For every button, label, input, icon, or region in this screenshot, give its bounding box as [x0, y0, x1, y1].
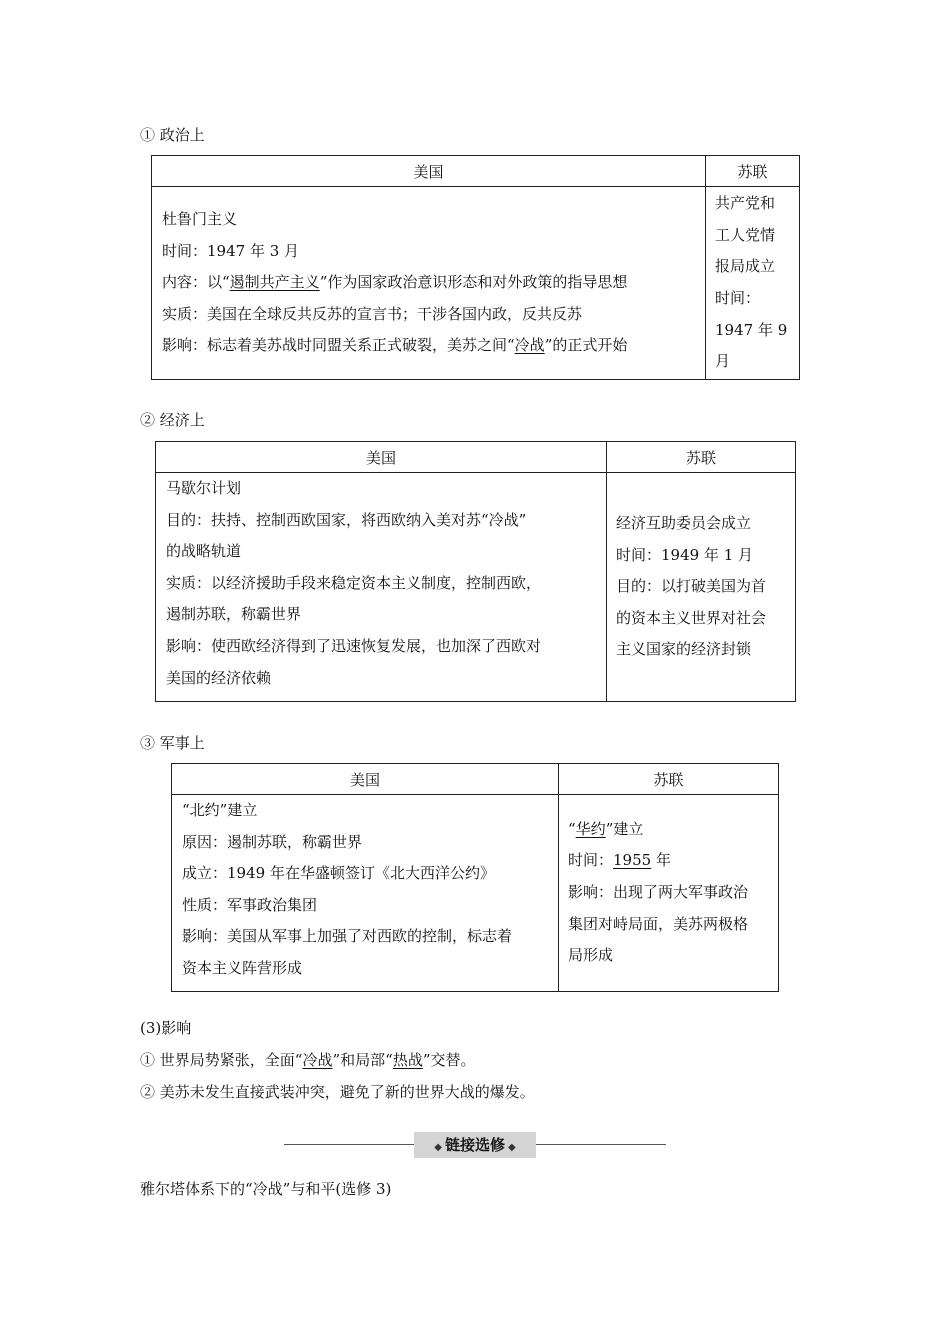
marshall-plan-line: 目的：扶持、控制西欧国家，将西欧纳入美对苏“冷战” [166, 510, 527, 529]
marshall-plan-line: 影响：使西欧经济得到了迅速恢复发展，也加深了西欧对 [166, 636, 542, 655]
politics-su-cell [706, 187, 800, 380]
diamond-icon: ◆ [508, 1142, 516, 1153]
comecon-line: 的资本主义世界对社会 [616, 608, 767, 627]
warsaw-impact-line: 局形成 [568, 946, 614, 965]
answer-blank: 华约 [575, 819, 606, 838]
influence-line-1: ① 世界局势紧张，全面“冷战”和局部“热战”交替。 [140, 1051, 476, 1069]
elective-link-banner [284, 1132, 666, 1158]
comecon-line: 时间：1949 年 1 月 [616, 545, 754, 564]
warsaw-title: “华约”建立 [568, 819, 644, 838]
cominform-line: 共产党和 [715, 194, 776, 213]
nato-line: 原因：遏制苏联，称霸世界 [182, 832, 363, 851]
marshall-plan-line: 遏制苏联，称霸世界 [166, 605, 302, 624]
truman-time: 时间：1947 年 3 月 [162, 241, 300, 260]
answer-blank: 热战 [392, 1051, 423, 1069]
military-su-header: 苏联 [559, 764, 779, 795]
marshall-plan-line: 美国的经济依赖 [166, 668, 272, 687]
banner-label-box [414, 1132, 536, 1158]
economy-su-cell [607, 473, 796, 702]
banner-rule-left [284, 1144, 414, 1145]
diamond-icon: ◆ [434, 1142, 442, 1153]
marshall-plan-line: 的战略轨道 [166, 542, 242, 561]
military-table [171, 763, 779, 992]
comecon-line: 目的：以打破美国为首 [616, 577, 767, 596]
warsaw-impact-line: 集团对峙局面，美苏两极格 [568, 914, 749, 933]
cominform-line: 月 [715, 352, 731, 371]
nato-line: 性质：军事政治集团 [182, 895, 318, 914]
warsaw-time: 时间：1955 年 [568, 851, 671, 870]
politics-heading: ① 政治上 [140, 126, 205, 144]
marshall-plan-line: 实质：以经济援助手段来稳定资本主义制度，控制西欧， [166, 573, 542, 592]
answer-blank: 冷战 [514, 336, 545, 355]
nato-line: 成立：1949 年在华盛顿签订《北大西洋公约》 [182, 864, 495, 883]
banner-rule-right [536, 1144, 666, 1145]
answer-blank: 遏制共产主义 [229, 273, 320, 292]
comecon-line: 主义国家的经济封锁 [616, 640, 752, 659]
politics-su-header: 苏联 [706, 156, 800, 187]
footer-text: 雅尔塔体系下的“冷战”与和平(选修 3) [140, 1180, 392, 1198]
economy-heading: ② 经济上 [140, 411, 205, 429]
military-su-cell [559, 795, 779, 992]
politics-us-header: 美国 [152, 156, 706, 187]
influence-line-2: ② 美苏未发生直接武装冲突，避免了新的世界大战的爆发。 [140, 1083, 535, 1101]
cominform-line: 报局成立 [715, 257, 776, 276]
influence-heading: (3)影响 [140, 1019, 192, 1037]
answer-blank: 1955 [613, 851, 652, 870]
military-us-cell [172, 795, 559, 992]
cominform-line: 1947 年 9 [715, 320, 788, 339]
economy-table [155, 441, 796, 702]
truman-content: 内容：以“遏制共产主义”作为国家政治意识形态和对外政策的指导思想 [162, 273, 628, 292]
politics-us-cell [152, 187, 706, 380]
marshall-plan-line: 马歇尔计划 [166, 479, 242, 497]
banner-label: 链接选修 [444, 1136, 505, 1154]
truman-doctrine-title: 杜鲁门主义 [162, 210, 238, 229]
economy-us-cell [156, 473, 607, 702]
cominform-line: 时间： [715, 289, 761, 307]
nato-line: 资本主义阵营形成 [182, 958, 303, 977]
answer-blank: 冷战 [302, 1051, 333, 1069]
truman-impact: 影响：标志着美苏战时同盟关系正式破裂，美苏之间“冷战”的正式开始 [162, 336, 628, 355]
economy-us-header: 美国 [156, 442, 607, 473]
military-heading: ③ 军事上 [140, 734, 205, 752]
nato-line: “北约”建立 [182, 801, 258, 819]
warsaw-impact-line: 影响：出现了两大军事政治 [568, 882, 749, 901]
truman-essence: 实质：美国在全球反共反苏的宣言书；干涉各国内政，反共反苏 [162, 304, 583, 323]
military-us-header: 美国 [172, 764, 559, 795]
cominform-line: 工人党情 [715, 225, 776, 244]
nato-line: 影响：美国从军事上加强了对西欧的控制，标志着 [182, 927, 513, 946]
economy-su-header: 苏联 [607, 442, 796, 473]
politics-table [151, 155, 800, 380]
comecon-line: 经济互助委员会成立 [616, 514, 752, 533]
